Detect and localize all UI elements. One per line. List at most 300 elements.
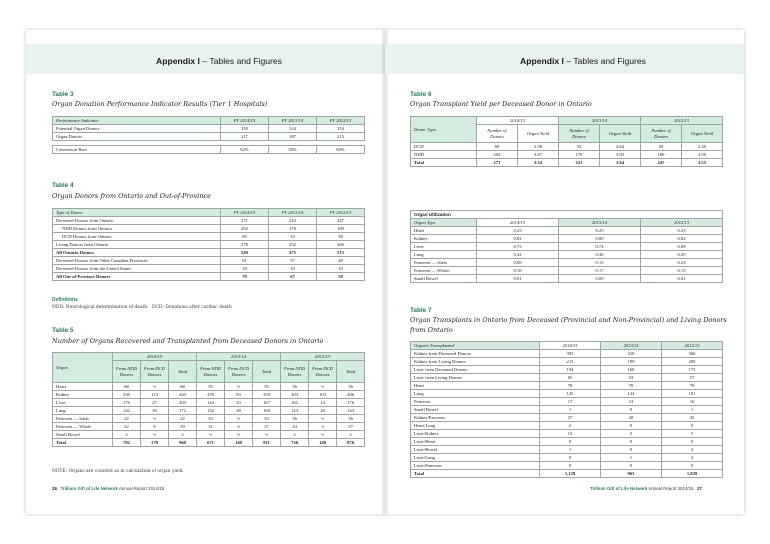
table-cell: DCD bbox=[411, 143, 477, 151]
table-cell: 0 bbox=[662, 462, 723, 470]
table-cell: Lung bbox=[411, 251, 477, 259]
table-cell: 2 bbox=[113, 431, 141, 439]
definitions-title: Definitions bbox=[52, 297, 78, 303]
table-cell: 187 bbox=[269, 133, 317, 141]
table-cell: 18 bbox=[221, 265, 269, 273]
table-cell: 278 bbox=[221, 241, 269, 249]
subheader-donors: Number of Donors bbox=[477, 125, 518, 143]
table-cell: Pancreas — Islets bbox=[411, 259, 477, 267]
right-page-header bbox=[520, 56, 646, 66]
table-row bbox=[53, 273, 365, 281]
table-row bbox=[411, 414, 723, 422]
table-cell: 782 bbox=[113, 439, 141, 447]
table-cell: Liver/Pancreas bbox=[411, 462, 540, 470]
table-cell: 0.08 bbox=[477, 259, 559, 267]
table-cell: Lung bbox=[53, 407, 113, 415]
table-cell: Deceased Donors from Ontario bbox=[53, 217, 221, 225]
table-cell: Liver/Kidney bbox=[411, 430, 540, 438]
table-row bbox=[411, 454, 723, 462]
header-subtitle: – Tables and Figures bbox=[199, 56, 282, 66]
table-cell: 189 bbox=[641, 151, 682, 159]
table-cell: Pancreas — Islets bbox=[53, 415, 113, 423]
table-row bbox=[53, 399, 365, 407]
table-cell: 58 bbox=[317, 233, 365, 241]
table-row bbox=[411, 251, 723, 259]
table-row bbox=[53, 439, 365, 447]
table-cell: 37 bbox=[253, 423, 281, 431]
table-cell: Kidney bbox=[411, 235, 477, 243]
table-cell: 2 bbox=[337, 431, 365, 439]
table3-caption: Organ Donation Performance Indicator Results (Tier 1 Hospitals) bbox=[52, 100, 268, 108]
table-cell: 0.69 bbox=[641, 243, 723, 251]
table-cell: 170 bbox=[559, 151, 600, 159]
table-cell: All Ontario Donors bbox=[53, 249, 221, 257]
table-cell: 160 bbox=[601, 366, 662, 374]
table-cell: 223 bbox=[269, 217, 317, 225]
table-cell: 13 bbox=[540, 430, 601, 438]
column-header: FY 2012/13 bbox=[317, 209, 365, 217]
table-cell: 5 bbox=[601, 430, 662, 438]
table-cell: 56 bbox=[281, 383, 309, 391]
table-row bbox=[53, 257, 365, 265]
table4 bbox=[52, 208, 365, 281]
table-header-row bbox=[53, 209, 365, 217]
table-cell: 393 bbox=[540, 350, 601, 358]
table-cell: 0 bbox=[197, 431, 225, 439]
table-cell: 50 bbox=[169, 423, 197, 431]
table-cell: 0 bbox=[601, 406, 662, 414]
table-cell: 34 bbox=[281, 423, 309, 431]
table-row bbox=[53, 133, 365, 141]
table7-caption-line1: Organ Transplants in Ontario from Deceased (Provincial and Non-Provincial) and Living Donors bbox=[410, 316, 727, 324]
table-cell: Pancreas — Whole bbox=[53, 423, 113, 431]
table-cell: 6 bbox=[225, 423, 253, 431]
table-cell: 31 bbox=[197, 423, 225, 431]
subheader-dcd: From DCD Donors bbox=[309, 361, 337, 383]
table-cell: 22 bbox=[169, 415, 197, 423]
table-cell: 142 bbox=[113, 407, 141, 415]
table-cell: 3.90 bbox=[682, 151, 723, 159]
footer-brand: Trillium Gift of Life Network bbox=[590, 486, 648, 491]
table-row bbox=[53, 225, 365, 233]
table-cell: 876 bbox=[337, 439, 365, 447]
table-cell: 0.36 bbox=[559, 251, 641, 259]
table-cell: Living Donors from Ontario bbox=[53, 241, 221, 249]
table-cell: 0 bbox=[601, 446, 662, 454]
table-row bbox=[411, 438, 723, 446]
table-cell: Liver/Lung bbox=[411, 454, 540, 462]
table-cell: 0 bbox=[225, 431, 253, 439]
subheader-ndd: From NDD Donors bbox=[113, 361, 141, 383]
column-header: FY 2013/14 bbox=[269, 209, 317, 217]
table-row bbox=[411, 259, 723, 267]
table-cell: 22 bbox=[113, 415, 141, 423]
column-header: FY 2012/13 bbox=[317, 117, 365, 125]
table-row bbox=[411, 470, 723, 478]
table-cell: 170 bbox=[269, 225, 317, 233]
year-header: 2014/15 bbox=[477, 117, 559, 125]
table-cell: 176 bbox=[337, 399, 365, 407]
table-cell: 354 bbox=[317, 125, 365, 133]
table-cell: 172 bbox=[169, 407, 197, 415]
header-subtitle: – Tables and Figures bbox=[563, 56, 646, 66]
table-header-row bbox=[53, 117, 365, 125]
table-cell: 0 bbox=[540, 454, 601, 462]
table-cell: 3.87 bbox=[518, 151, 559, 159]
table-cell: 123 bbox=[281, 407, 309, 415]
table-row bbox=[411, 151, 723, 159]
table-cell: 2.64 bbox=[600, 143, 641, 151]
subheader-yield: Organ Yield bbox=[518, 125, 559, 143]
table-row bbox=[411, 422, 723, 430]
table-cell: 0.17 bbox=[559, 267, 641, 275]
column-header: Organ bbox=[53, 353, 113, 383]
footer-report: Annual Report 2014/15 bbox=[117, 486, 165, 491]
table-cell: 53 bbox=[559, 143, 600, 151]
table-cell: 167 bbox=[253, 399, 281, 407]
column-header: 2013/14 bbox=[559, 219, 641, 227]
table-cell: 0.82 bbox=[477, 235, 559, 243]
table-cell: 56 bbox=[337, 383, 365, 391]
table-cell: 736 bbox=[281, 439, 309, 447]
table5-caption: Number of Organs Recovered and Transplanted from Deceased Donors in Ontario bbox=[52, 337, 324, 345]
table-cell: 55 bbox=[197, 383, 225, 391]
subheader-ndd: From NDD Donors bbox=[281, 361, 309, 383]
right-page bbox=[385, 30, 744, 514]
table-cell: Liver from Deceased Donors bbox=[411, 366, 540, 374]
column-header: 2012/13 bbox=[662, 342, 723, 350]
table-cell: 0.15 bbox=[641, 267, 723, 275]
table-cell: 209 bbox=[662, 358, 723, 366]
table-cell: 101 bbox=[662, 390, 723, 398]
table-cell: 57 bbox=[269, 257, 317, 265]
table-header-row bbox=[411, 219, 723, 227]
table-cell: 0 bbox=[141, 431, 169, 439]
year-header: 2013/14 bbox=[559, 117, 641, 125]
table-cell: 8 bbox=[141, 423, 169, 431]
table-cell: 203 bbox=[169, 399, 197, 407]
table6 bbox=[410, 116, 723, 167]
column-header: FY 2014/15 bbox=[221, 117, 269, 125]
table-cell: 27 bbox=[141, 399, 169, 407]
table-cell: 65 bbox=[540, 374, 601, 382]
table7-caption-line2: from Ontario bbox=[410, 326, 453, 334]
table-cell: 0 bbox=[309, 383, 337, 391]
table-cell: 0.25 bbox=[477, 227, 559, 235]
table-cell: Deceased Donors from Other Canadian Provinces bbox=[53, 257, 221, 265]
table-cell: Heart bbox=[411, 227, 477, 235]
table-cell: Liver bbox=[53, 399, 113, 407]
table-cell: 68 bbox=[113, 383, 141, 391]
table-cell: 811 bbox=[253, 439, 281, 447]
table-cell: 28 bbox=[225, 407, 253, 415]
table-cell: 0 bbox=[225, 383, 253, 391]
table-cell: 271 bbox=[477, 159, 518, 167]
table-cell: 37 bbox=[540, 414, 601, 422]
table-cell: 69 bbox=[221, 233, 269, 241]
table-row bbox=[411, 446, 723, 454]
table5-note: NOTE: Organs are counted as in calculation of organ yield. bbox=[52, 469, 184, 474]
table-cell: 0 bbox=[141, 415, 169, 423]
table-row bbox=[411, 366, 723, 374]
table-cell: 70 bbox=[601, 382, 662, 390]
table-row bbox=[53, 146, 365, 154]
table-cell: 303 bbox=[281, 391, 309, 399]
table-cell: 0 bbox=[540, 438, 601, 446]
table-cell: 475 bbox=[269, 249, 317, 257]
table-header-row bbox=[53, 353, 365, 361]
table-row bbox=[411, 374, 723, 382]
table-cell: Pancreas bbox=[411, 398, 540, 406]
table-cell: 0.74 bbox=[559, 243, 641, 251]
report-spread bbox=[26, 30, 744, 514]
table-cell: 2 bbox=[662, 446, 723, 454]
table-cell: 366 bbox=[662, 350, 723, 358]
table-cell: 62% bbox=[221, 146, 269, 154]
column-header: Organ/s Transplanted bbox=[411, 342, 540, 350]
table3-label: Table 3 bbox=[52, 91, 74, 98]
year-header: 2014/15 bbox=[113, 353, 197, 361]
table-cell: 140 bbox=[225, 439, 253, 447]
table-row bbox=[53, 415, 365, 423]
table-cell: 2.40 bbox=[682, 143, 723, 151]
table-cell: 17 bbox=[540, 398, 601, 406]
table-cell: 3.64 bbox=[600, 159, 641, 167]
table-cell: 513 bbox=[317, 249, 365, 257]
column-header: 2013/14 bbox=[601, 342, 662, 350]
table7-label: Table 7 bbox=[410, 307, 432, 314]
table-row bbox=[53, 249, 365, 257]
table-cell: 960 bbox=[169, 439, 197, 447]
table-cell: 2 bbox=[281, 431, 309, 439]
table-cell: 160 bbox=[253, 407, 281, 415]
footer-report: Annual Report 2014/15 bbox=[647, 486, 694, 491]
table-cell: 330 bbox=[113, 391, 141, 399]
subheader-dcd: From DCD Donors bbox=[225, 361, 253, 383]
table-row bbox=[411, 267, 723, 275]
table-cell: Small Bowel bbox=[411, 275, 477, 283]
table-cell: 199 bbox=[601, 358, 662, 366]
table-cell: 2 bbox=[662, 454, 723, 462]
table-cell: 0 bbox=[309, 431, 337, 439]
table-cell: 175 bbox=[662, 366, 723, 374]
table-cell: 350 bbox=[221, 125, 269, 133]
column-header: 2014/15 bbox=[540, 342, 601, 350]
year-header: 2013/14 bbox=[197, 353, 281, 361]
table-cell: 55 bbox=[253, 383, 281, 391]
page-number: 26 bbox=[52, 486, 57, 491]
table-cell: 56 bbox=[281, 415, 309, 423]
table-cell: Liver bbox=[411, 243, 477, 251]
table-cell: 56 bbox=[337, 415, 365, 423]
table-cell: 1 bbox=[601, 454, 662, 462]
table-cell: Total bbox=[411, 159, 477, 167]
table-cell: 0.01 bbox=[477, 275, 559, 283]
table-row bbox=[411, 143, 723, 151]
page-number: 27 bbox=[697, 486, 703, 491]
table-header-row bbox=[411, 342, 723, 350]
table-cell: 42 bbox=[113, 423, 141, 431]
table-row bbox=[53, 431, 365, 439]
table-cell: 0.23 bbox=[641, 259, 723, 267]
table7 bbox=[410, 341, 723, 478]
table-row bbox=[53, 233, 365, 241]
table-cell: 0 bbox=[662, 438, 723, 446]
utilization-body bbox=[411, 227, 723, 283]
subheader-ndd: From NDD Donors bbox=[197, 361, 225, 383]
table-cell: 217 bbox=[221, 133, 269, 141]
column-header: 2012/13 bbox=[641, 219, 723, 227]
table-cell: Kidney/Pancreas bbox=[411, 414, 540, 422]
subheader-total: Total bbox=[169, 361, 197, 383]
table-cell: 67 bbox=[269, 273, 317, 281]
year-header: 2012/13 bbox=[641, 117, 723, 125]
table-cell: 1,129 bbox=[540, 470, 601, 478]
table-cell: 61 bbox=[221, 257, 269, 265]
table-row bbox=[53, 423, 365, 431]
table-row bbox=[411, 227, 723, 235]
table6-body bbox=[411, 143, 723, 167]
table-cell: Lung bbox=[411, 390, 540, 398]
table-cell: 0.23 bbox=[641, 227, 723, 235]
table-cell: 68 bbox=[169, 383, 197, 391]
table-cell: 144 bbox=[197, 399, 225, 407]
subheader-donors: Number of Donors bbox=[641, 125, 682, 143]
table-cell: 202 bbox=[221, 225, 269, 233]
table-cell: 162 bbox=[281, 399, 309, 407]
table-cell: 178 bbox=[141, 439, 169, 447]
header-title: Appendix I bbox=[156, 56, 200, 66]
table-cell: 247 bbox=[317, 217, 365, 225]
table-cell: 143 bbox=[337, 407, 365, 415]
table-cell: 132 bbox=[197, 407, 225, 415]
table-cell: Heart bbox=[411, 382, 540, 390]
table-cell: 25 bbox=[662, 414, 723, 422]
table-row bbox=[53, 265, 365, 273]
table-cell: 78 bbox=[540, 382, 601, 390]
table-cell: 3 bbox=[309, 423, 337, 431]
table-cell: 3.95 bbox=[600, 151, 641, 159]
table-cell: 58 bbox=[641, 143, 682, 151]
table-cell: Kidney from Living Donors bbox=[411, 358, 540, 366]
table-row bbox=[411, 398, 723, 406]
table-cell: 48 bbox=[317, 257, 365, 265]
table-cell: 359 bbox=[253, 391, 281, 399]
table-cell: 3.55 bbox=[682, 159, 723, 167]
table-cell: 1 bbox=[540, 406, 601, 414]
table-row bbox=[411, 462, 723, 470]
table-cell: 0 bbox=[253, 431, 281, 439]
table-cell: 176 bbox=[113, 399, 141, 407]
table-cell: 963 bbox=[601, 470, 662, 478]
table-cell: 14 bbox=[309, 399, 337, 407]
table-cell: 266 bbox=[317, 241, 365, 249]
definition-ndd: NDD: Neurological determination of death bbox=[52, 305, 148, 310]
table-row bbox=[411, 159, 723, 167]
table-cell: Deceased Donors from the United States bbox=[53, 265, 221, 273]
table-cell: 1 bbox=[662, 406, 723, 414]
table6-caption: Organ Transplant Yield per Deceased Donor in Ontario bbox=[410, 100, 592, 108]
table-cell: 194 bbox=[540, 366, 601, 374]
column-header: FY 2014/15 bbox=[221, 209, 269, 217]
table-row bbox=[411, 243, 723, 251]
table-cell: Heart bbox=[53, 383, 113, 391]
table-cell: 0 bbox=[540, 462, 601, 470]
table-cell: 60% bbox=[317, 146, 365, 154]
table-cell: 0.32 bbox=[477, 251, 559, 259]
table-cell: 443 bbox=[169, 391, 197, 399]
table-cell: 2.58 bbox=[518, 143, 559, 151]
subheader-total: Total bbox=[253, 361, 281, 383]
table-cell: 5 bbox=[662, 430, 723, 438]
column-header: Type of Donor bbox=[53, 209, 221, 217]
table-header-row bbox=[411, 117, 723, 125]
subheader-total: Total bbox=[337, 361, 365, 383]
subheader-dcd: From DCD Donors bbox=[141, 361, 169, 383]
table-cell: 252 bbox=[269, 241, 317, 249]
left-page-header bbox=[156, 56, 282, 66]
table-cell: 549 bbox=[221, 249, 269, 257]
table-cell: Pancreas — Whole bbox=[411, 267, 477, 275]
table-cell: 271 bbox=[221, 217, 269, 225]
table-cell: Potential Organ Donors bbox=[53, 125, 221, 133]
table-cell: NDD bbox=[411, 151, 477, 159]
table-cell: 0 bbox=[601, 438, 662, 446]
table-row bbox=[411, 358, 723, 366]
table-row bbox=[411, 390, 723, 398]
table-cell: 33 bbox=[253, 415, 281, 423]
table-cell: Total bbox=[53, 439, 113, 447]
table-cell: 33 bbox=[197, 415, 225, 423]
right-footer bbox=[590, 486, 702, 491]
table-cell: 3.54 bbox=[518, 159, 559, 167]
table-cell: 406 bbox=[337, 391, 365, 399]
table-cell: 58 bbox=[317, 273, 365, 281]
column-header: Donor Type bbox=[411, 117, 477, 143]
table5 bbox=[52, 352, 365, 447]
subheader-yield: Organ Yield bbox=[682, 125, 723, 143]
table-cell: All Out-of-Province Donors bbox=[53, 273, 221, 281]
table-cell: 213 bbox=[317, 133, 365, 141]
table-cell: Kidney bbox=[53, 391, 113, 399]
table-cell: 103 bbox=[309, 391, 337, 399]
table-row bbox=[53, 241, 365, 249]
table-cell: 276 bbox=[197, 391, 225, 399]
table-row bbox=[411, 430, 723, 438]
table-row bbox=[53, 125, 365, 133]
table-cell: 213 bbox=[540, 358, 601, 366]
table-cell: 0.29 bbox=[641, 251, 723, 259]
table-cell: 53 bbox=[269, 233, 317, 241]
table-cell: DCD Donors from Ontario bbox=[53, 233, 221, 241]
table-cell: 125 bbox=[540, 390, 601, 398]
table-cell: 1,029 bbox=[662, 470, 723, 478]
table-cell: 0 bbox=[662, 422, 723, 430]
table-cell: 13 bbox=[601, 398, 662, 406]
table-row bbox=[411, 406, 723, 414]
table-cell: 124 bbox=[601, 390, 662, 398]
table-cell: 70 bbox=[662, 382, 723, 390]
table-cell: 53 bbox=[601, 374, 662, 382]
table-cell: 10 bbox=[317, 265, 365, 273]
table-cell: 30 bbox=[141, 407, 169, 415]
table-cell: 671 bbox=[197, 439, 225, 447]
utilization-title: Organ Utilization bbox=[411, 211, 723, 219]
table-cell: 10 bbox=[269, 265, 317, 273]
table-cell: NDD Donors from Ontario bbox=[53, 225, 221, 233]
table-cell: Liver from Living Donors bbox=[411, 374, 540, 382]
table-row bbox=[53, 383, 365, 391]
